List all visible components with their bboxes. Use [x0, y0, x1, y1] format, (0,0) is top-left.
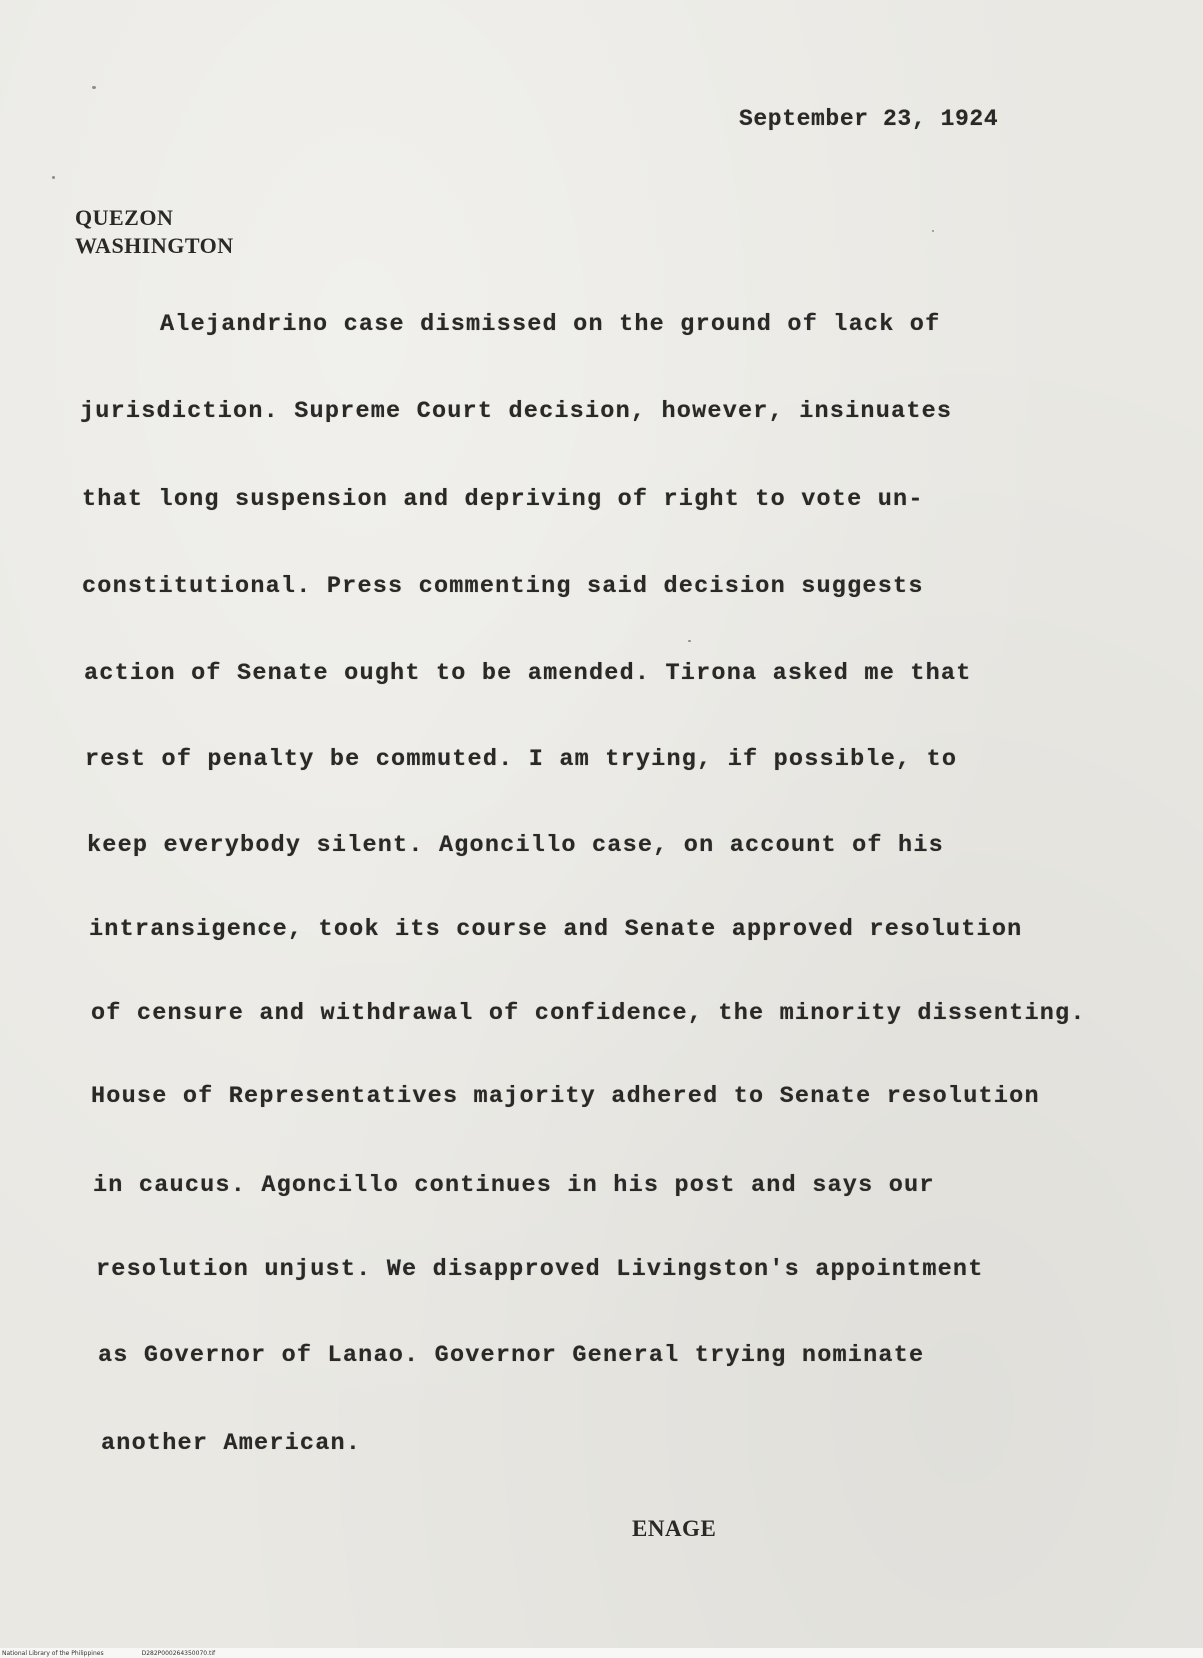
- body-line: rest of penalty be commuted. I am trying, if possible, to: [85, 746, 958, 773]
- body-line: House of Representatives majority adhered to Senate resolution: [91, 1083, 1040, 1110]
- body-line: jurisdiction. Supreme Court decision, however, insinuates: [80, 398, 953, 425]
- addressee-name: QUEZON: [75, 205, 174, 230]
- library-credit: National Library of the Philippines: [2, 1650, 104, 1657]
- body-line: constitutional. Press commenting said decision suggests: [82, 573, 924, 600]
- body-line: of censure and withdrawal of confidence, the minority dissenting.: [91, 1000, 1086, 1027]
- body-line: that long suspension and depriving of right to vote un-: [82, 486, 924, 513]
- scan-footer: [2, 1650, 215, 1657]
- body-line: resolution unjust. We disapproved Livingston's appointment: [96, 1256, 984, 1283]
- body-line: action of Senate ought to be amended. Tirona asked me that: [84, 660, 972, 687]
- addressee-city: WASHINGTON: [75, 233, 234, 258]
- signature: ENAGE: [632, 1516, 717, 1541]
- file-id: D282P000264350070.tif: [141, 1650, 216, 1657]
- body-line: another American.: [101, 1430, 362, 1457]
- body-line: in caucus. Agoncillo continues in his post and says our: [93, 1172, 935, 1199]
- body-line: as Governor of Lanao. Governor General trying nominate: [98, 1342, 925, 1369]
- body-line: keep everybody silent. Agoncillo case, on account of his: [87, 832, 944, 859]
- letter-date: September 23, 1924: [739, 106, 999, 132]
- body-line: intransigence, took its course and Senate approved resolution: [89, 916, 1023, 943]
- body-line: Alejandrino case dismissed on the ground of lack of: [160, 311, 941, 338]
